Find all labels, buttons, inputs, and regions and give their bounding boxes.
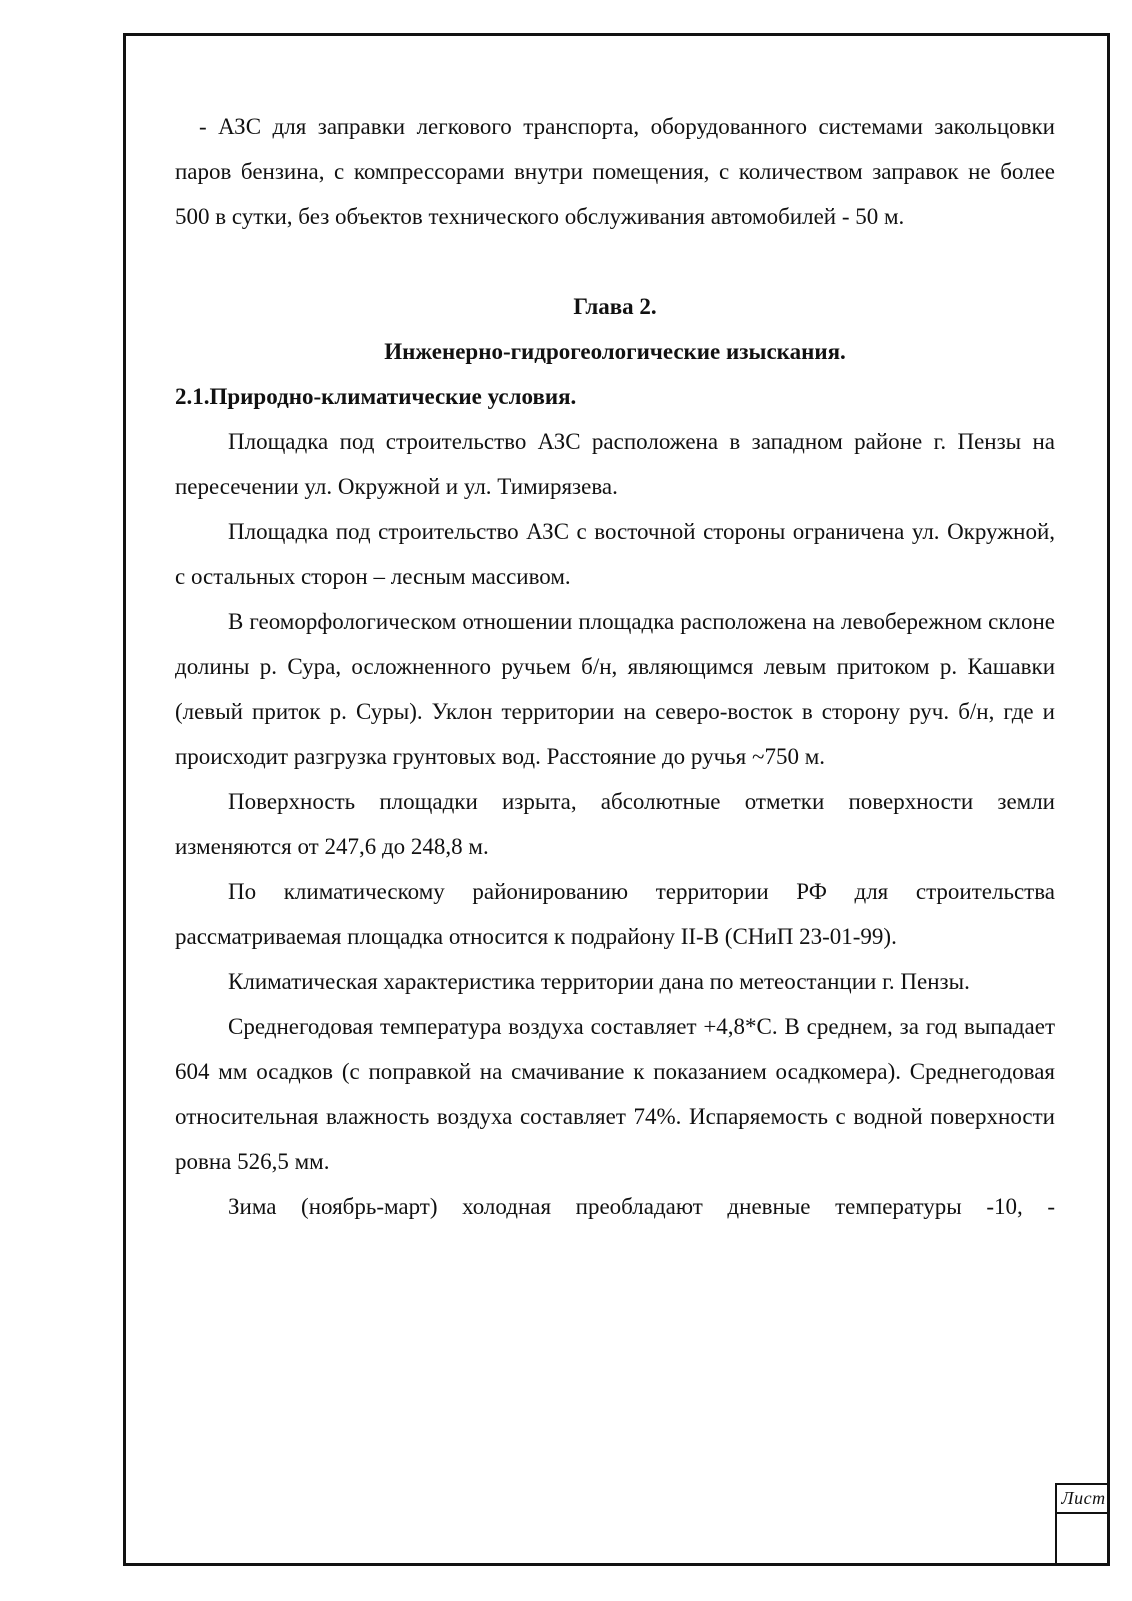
chapter-title: Глава 2.: [573, 294, 657, 319]
paragraph-climate-source: Климатическая характеристика территории дана по метеостанции г. Пензы.: [228, 969, 970, 994]
paragraph-winter: Зима (ноябрь-март) холодная преобладают дневные температуры -10, -: [228, 1194, 1055, 1219]
sheet-number-stamp: [1055, 1483, 1110, 1566]
sheet-number: [1057, 1514, 1110, 1566]
paragraph-azs-distance: - АЗС для заправки легкового транспорта, оборудованного системами закольцовки паров бензина, с компрессорами внутри помещения, с количеством заправок не более 500 в сутки, без объектов технического обслуживания автомобилей - 50 м.: [175, 114, 1055, 229]
paragraph-climate-zone: По климатическому районированию территории РФ для строительства рассматриваемая площадка относится к подрайону II-В (СНиП 23-01-99).: [175, 879, 1055, 949]
paragraph-geomorphology: В геоморфологическом отношении площадка расположена на левобережном склоне долины р. Сура, осложненного ручьем б/н, являющимся левым притоком р. Кашавки (левый приток р. Суры). Уклон территории на северо-восток в сторону руч. б/н, где и происходит разгрузка грунтовых вод. Расстояние до ручья ~750 м.: [175, 609, 1055, 769]
sheet-label: Лист: [1057, 1485, 1110, 1514]
chapter-subtitle: Инженерно-гидрогеологические изыскания.: [384, 339, 846, 364]
paragraph-site-location: Площадка под строительство АЗС расположена в западном районе г. Пензы на пересечении ул. Окружной и ул. Тимирязева.: [175, 429, 1055, 499]
paragraph-surface: Поверхность площадки изрыта, абсолютные отметки поверхности земли изменяются от 247,6 до 248,8 м.: [175, 789, 1055, 859]
section-heading: 2.1.Природно-климатические условия.: [175, 384, 577, 409]
document-body: [175, 104, 1055, 1229]
paragraph-climate-values: Среднегодовая температура воздуха составляет +4,8*С. В среднем, за год выпадает 604 мм осадков (с поправкой на смачивание к показанием осадкомера). Среднегодовая относительная влажность воздуха составляет 74%. Испаряемость с водной поверхности ровна 526,5 мм.: [175, 1014, 1055, 1174]
paragraph-site-boundaries: Площадка под строительство АЗС с восточной стороны ограничена ул. Окружной, с остальных сторон – лесным массивом.: [175, 519, 1055, 589]
spacer: [175, 239, 1055, 284]
